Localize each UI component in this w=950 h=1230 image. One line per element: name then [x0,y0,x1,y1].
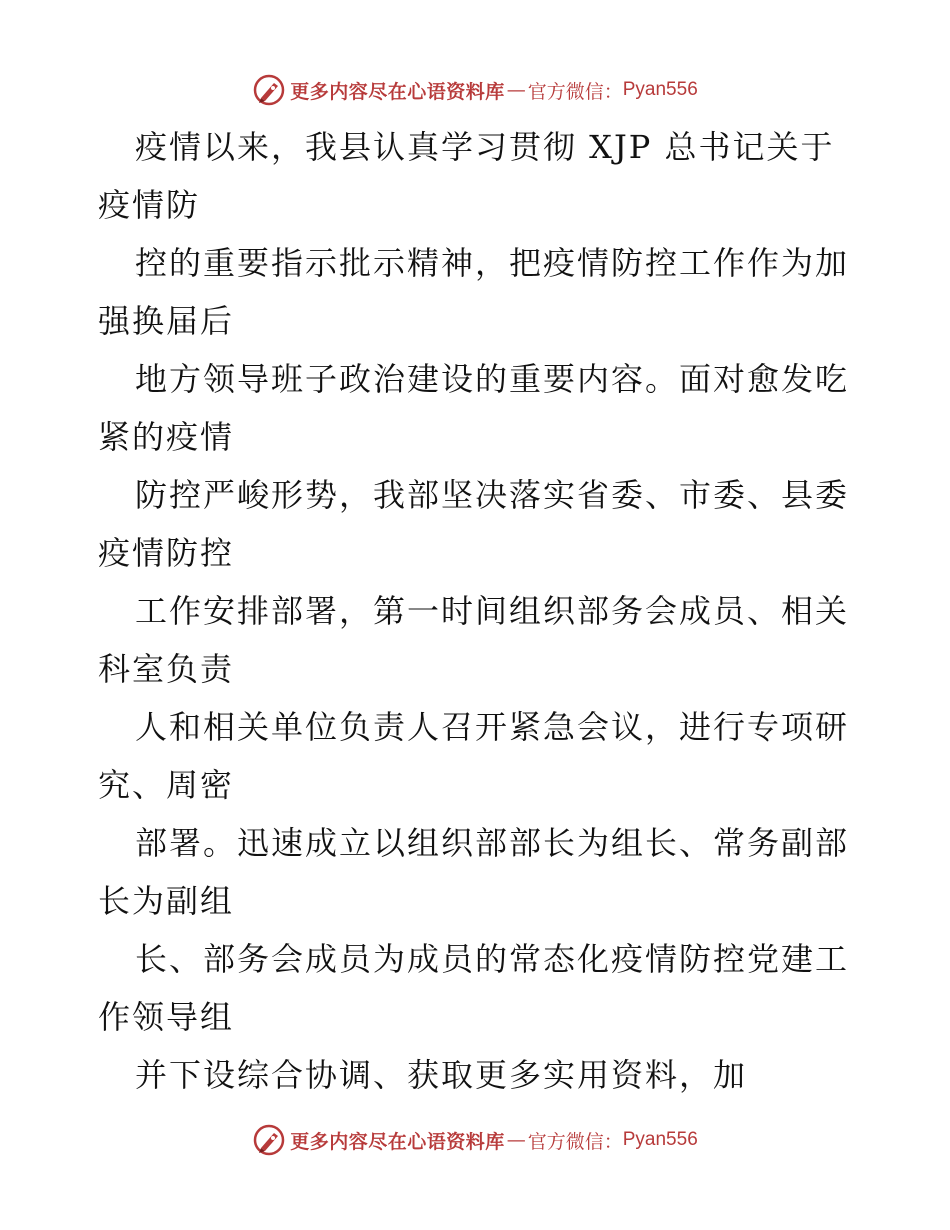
text-line: 强换届后 [98,302,235,340]
text-line: 长、部务会成员为成员的常态化疫情防控党建工 [135,940,850,978]
text-line: 人和相关单位负责人召开紧急会议，进行专项研 [135,708,850,746]
text-line: 部署。迅速成立以组织部部长为组长、常务副部 [135,824,850,862]
text-line: 并下设综合协调、获取更多实用资料，加 [135,1056,748,1094]
watermark-wechat-id: Pyan556 [622,79,698,100]
text-line: 防控严峻形势，我部坚决落实省委、市委、县委 [135,476,850,514]
header-watermark [0,70,950,110]
text-line: 紧的疫情 [98,418,235,456]
text-line: 疫情防 [98,186,201,224]
pen-logo-icon [252,73,286,107]
watermark-official-label: 官方微信： [527,80,623,103]
text-line: 长为副组 [98,882,235,920]
text-line: 科室负责 [98,650,235,688]
watermark-official-label: 官方微信： [527,1130,623,1153]
text-line: 工作安排部署，第一时间组织部务会成员、相关 [135,592,850,630]
pen-logo-icon [252,1123,286,1157]
watermark-text: 更多内容尽在心语资料库 [290,1130,505,1153]
watermark-wechat-id: Pyan556 [622,1129,698,1150]
document-body [98,118,858,1104]
text-line: 疫情防控 [98,534,235,572]
text-line: 疫情以来，我县认真学习贯彻 XJP 总书记关于 [135,128,835,166]
text-line: 作领导组 [98,998,235,1036]
watermark-dash: — [506,1129,526,1151]
text-line: 究、周密 [98,766,235,804]
watermark-dash: — [506,79,526,101]
footer-watermark [0,1120,950,1160]
watermark-text: 更多内容尽在心语资料库 [290,80,505,103]
text-line: 控的重要指示批示精神，把疫情防控工作作为加 [135,244,850,282]
text-line: 地方领导班子政治建设的重要内容。面对愈发吃 [135,360,850,398]
